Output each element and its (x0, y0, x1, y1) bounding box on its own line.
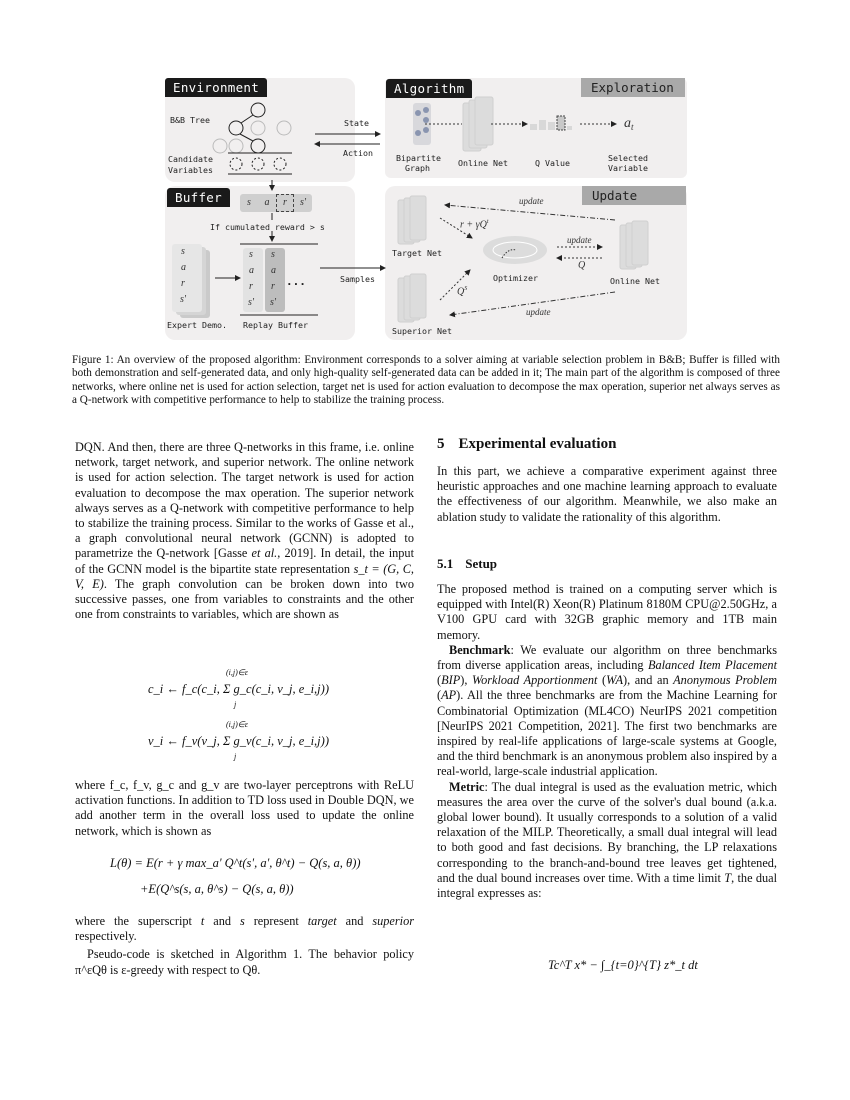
selected-label-2: Variable (608, 163, 648, 173)
state-tuple: s_t = (G, C, V, E) (75, 561, 414, 591)
equation-constraints-over: (i,j)∈ε (226, 668, 248, 677)
selected-action: $a_t$ (624, 116, 634, 132)
condition-label: If cumulated reward > s (210, 222, 325, 232)
state-label: State (344, 118, 369, 128)
equation-variables-under: j (234, 752, 237, 761)
expert-demo-stack: s a r s' (172, 244, 202, 312)
equation-variables-over: (i,j)∈ε (226, 720, 248, 729)
online-net-update-label: Online Net (610, 276, 660, 286)
online-net-stack-icon (463, 97, 493, 151)
target-net-label: Target Net (392, 248, 442, 258)
transition-tuple: s a r s' (240, 194, 312, 212)
buffer-title: Buffer (167, 188, 230, 207)
environment-title: Environment (165, 78, 267, 97)
section-5-intro: In this part, we achieve a comparative experiment against three heuristic approaches and one machine learning approach to evaluate the effectiveness of our algorithm. Meanwhile, we also make an ablation study to validate the rationality of this algorithm. (437, 464, 777, 524)
online-net-update-icon (620, 221, 648, 269)
left-column-p2: where f_c, f_v, g_c and g_v are two-layer perceptrons with ReLU activation functions. In addition to TD loss used in Double DQN, we add another term in the overall loss used to update the online network, which is shown as (75, 778, 414, 838)
bipartite-graph-icon (413, 103, 431, 145)
setup-paragraph: The proposed method is trained on a computing server which is equipped with Intel(R) Xeon(R) Platinum 8180M CPU@2.50GHz, a V100 GPU card with 32GB graphic memory and 1TB main memory. (437, 582, 777, 642)
loss-equation-line2: +E(Q^s(s, a, θ^s) − Q(s, a, θ)) (140, 882, 294, 896)
superior-value-label: $Q^S$ (457, 286, 468, 298)
replay-buffer-label: Replay Buffer (243, 320, 308, 330)
candidate-label: Candidate (168, 154, 213, 164)
section-5-heading: 5 Experimental evaluation (437, 436, 617, 452)
bb-tree-icon (213, 103, 292, 174)
paragraph-gcnn: DQN. And then, there are three Q-networks in this frame, i.e. online network, target network, and superior network. The online network is used for action selection. The target network is used for action evaluation to decompose the max operation. The superior network always serves as a Q-network with competitive performance to help to stabilize the training process. Similar to the works of Gasse et al., a graph convolutional neural network (GCNN) is adopted to parametrize the Q-network [Gasse et al., 2019]. In detail, the input of the GCNN model is the bipartite state representation s_t = (G, C, V, E). The graph convolution can be broken down into two successive passes, one from variables to constraints and the other one from constraints to variables, which are shown as (75, 440, 414, 622)
online-net-label: Online Net (458, 158, 508, 168)
action-label: Action (343, 148, 373, 158)
left-column (75, 440, 414, 622)
target-net-icon (398, 196, 426, 244)
setup-section (437, 582, 777, 901)
superior-net-icon (398, 274, 426, 322)
left-column-p3: where the superscript t and s represent target and superior respectively. Pseudo-code is sketched in Algorithm 1. The behavior policy π^εQθ is ε-greedy with respect to Qθ. (75, 914, 415, 977)
update-top-label: update (519, 196, 544, 206)
update-title: Update (582, 186, 686, 205)
update-mid-label: update (567, 235, 592, 245)
bb-tree-label: B&B Tree (170, 115, 210, 125)
figure-graphics (0, 0, 850, 345)
samples-label: Samples (340, 274, 375, 284)
equation-constraints: c_i ← f_c(c_i, Σ g_c(c_i, v_j, e_i,j)) (148, 682, 329, 696)
dual-integral-equation: Tc^T x* − ∫_{t=0}^{T} z*_t dt (548, 958, 698, 972)
target-value-label: $r + \gamma Q^t$ (460, 219, 489, 231)
bipartite-label-1: Bipartite (396, 153, 441, 163)
bipartite-label-2: Graph (405, 163, 430, 173)
exploration-title: Exploration (581, 78, 685, 97)
q-value-label: Q Value (535, 158, 570, 168)
ellipsis: ... (286, 275, 306, 288)
figure-caption: Figure 1: An overview of the proposed algorithm: Environment corresponds to a solver aiming at variable selection problem in B&B; Buffer is filled with both demonstration and self-generated data, and only high-quality self-generated data can be added in it; The main part of the algorithm is composed of three networks, where online net is used for action selection, target net is used for action evaluation to decompose the max operation, superior net always serves as a Q-network with competitive performance to help to stabilize the training process. (72, 354, 780, 406)
optimizer-icon (483, 236, 547, 264)
benchmark-paragraph: Benchmark: We evaluate our algorithm on three benchmarks from diverse application areas, including Balanced Item Placement (BIP), Workload Apportionment (WA), and an Anonymous Problem (AP). All the three benchmarks are from the Machine Learning for Combinatorial Optimization (ML4CO) NeurIPS 2021 competition [NeurIPS 2021 Competition, 2021]. The first two benchmarks are inspired by real-life applications of large-scale systems at Google, and the third benchmark is an anonymous problem also inspired by a real-world, large-scale industrial application. (437, 642, 777, 779)
expert-demo-label: Expert Demo. (167, 320, 227, 330)
q-value-bars-icon (530, 116, 572, 130)
update-bottom-label: update (526, 307, 551, 317)
equation-constraints-under: j (234, 700, 237, 709)
subsection-5-1-heading: 5.1 Setup (437, 556, 498, 571)
loss-equation-line1: L(θ) = E(r + γ max_a' Q^t(s', a', θ^t) − Q(s, a, θ)) (110, 856, 361, 870)
superior-net-label: Superior Net (392, 326, 452, 336)
variables-label: Variables (168, 165, 213, 175)
optimizer-label: Optimizer (493, 273, 538, 283)
equation-variables: v_i ← f_v(v_j, Σ g_v(c_i, v_j, e_i,j)) (148, 734, 329, 748)
replay-column-1: s a r s' (243, 248, 263, 312)
algorithm-title: Algorithm (386, 79, 472, 98)
metric-paragraph: Metric: The dual integral is used as the evaluation metric, which measures the area over the curve of the solver's dual bound (a.k.a. global lower bound). It usually corresponds to a solution of a valid relaxation of the MILP. Theoretically, a small dual integral will lead to both good and fast decisions. By branching, the LP relaxations corresponding to the branch-and-bound tree leaves get tightened, and the dual bound increases over time. With a time limit T, the dual integral expresses as: (437, 779, 777, 901)
replay-column-2: s a r s' (265, 248, 285, 312)
q-label: Q (578, 260, 586, 271)
selected-label-1: Selected (608, 153, 648, 163)
